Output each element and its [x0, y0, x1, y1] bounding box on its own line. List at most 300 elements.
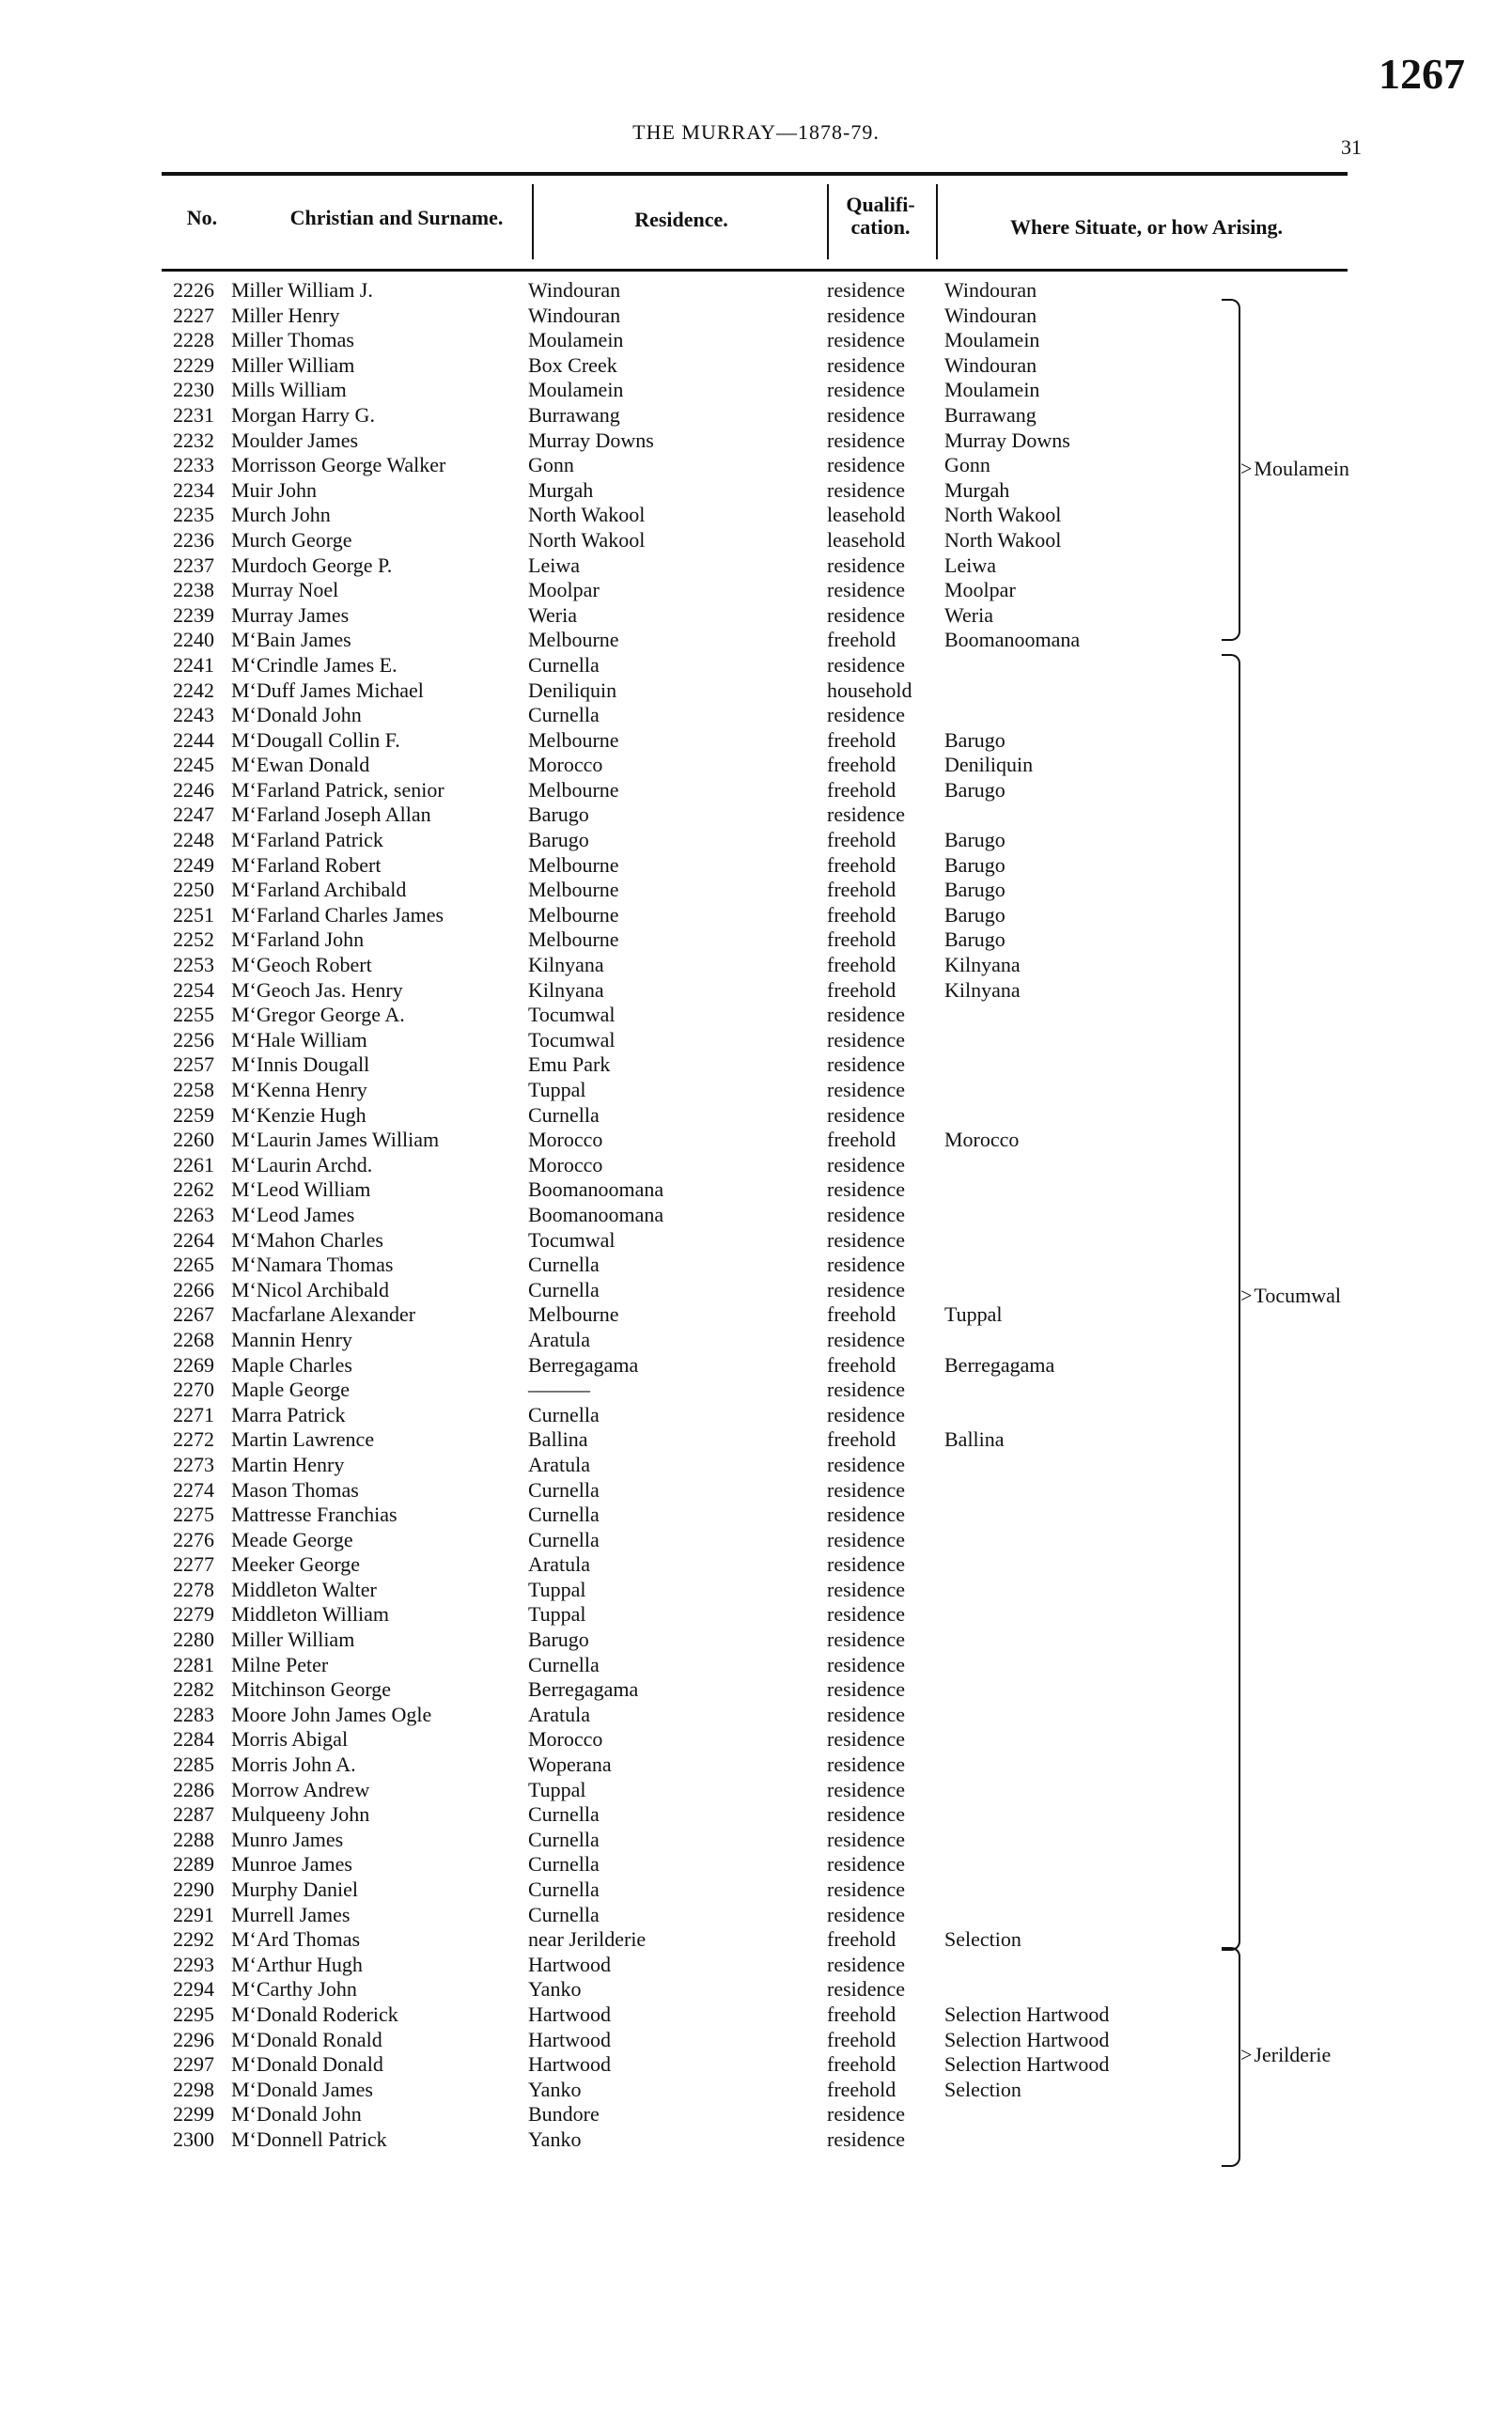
table-row: [0, 1453, 1512, 1478]
table-row: [0, 2078, 1512, 2103]
table-row: [0, 778, 1512, 803]
table-row: [0, 1253, 1512, 1278]
where-situate: Weria: [944, 602, 993, 627]
header-top-rule: [162, 172, 1348, 176]
column-divider: [532, 184, 534, 259]
qualification: residence: [827, 1503, 906, 1527]
table-row: [0, 1427, 1512, 1453]
residence: Aratula: [528, 1327, 590, 1351]
qualification: freehold: [827, 2052, 896, 2077]
row-number: 2261: [173, 1152, 214, 1176]
table-row: [0, 1602, 1512, 1628]
row-number: 2284: [173, 1727, 214, 1752]
group-bracket: [1222, 1947, 1240, 2167]
elector-name: MʻGeoch Robert: [231, 953, 372, 977]
qualification: residence: [827, 1277, 906, 1301]
residence: Moulamein: [528, 378, 624, 402]
residence: Melbourne: [528, 727, 619, 752]
row-number: 2250: [173, 878, 214, 902]
page-number: 1267: [1379, 50, 1465, 98]
residence: Curnella: [528, 1253, 600, 1277]
qualification: freehold: [827, 753, 896, 777]
qualification: freehold: [827, 628, 896, 652]
qualification: freehold: [827, 828, 896, 852]
table-row: [0, 553, 1512, 579]
elector-name: Middleton Walter: [231, 1577, 377, 1601]
row-number: 2270: [173, 1378, 214, 1402]
elector-name: MʻNamara Thomas: [231, 1253, 394, 1277]
elector-name: MʻLeod James: [231, 1202, 355, 1226]
residence: Curnella: [528, 1652, 600, 1676]
table-row: [0, 603, 1512, 629]
table-row: [0, 478, 1512, 504]
qualification: residence: [827, 2102, 906, 2127]
qualification: residence: [827, 328, 906, 352]
where-situate: Murgah: [944, 477, 1010, 502]
table-row: [0, 1153, 1512, 1178]
residence: Berregagama: [528, 1352, 639, 1377]
qualification: freehold: [827, 727, 896, 752]
table-row: [0, 1877, 1512, 1903]
qualification: residence: [827, 1777, 906, 1801]
elector-name: Morgan Harry G.: [231, 402, 375, 427]
qualification: residence: [827, 428, 906, 452]
elector-name: MʻInnis Dougall: [231, 1052, 370, 1077]
table-row: [0, 1128, 1512, 1153]
table-row: [0, 1028, 1512, 1053]
elector-name: MʻDonnell Patrick: [231, 2127, 387, 2151]
row-number: 2259: [173, 1102, 214, 1127]
residence: Burrawang: [528, 402, 620, 427]
qualification: freehold: [827, 927, 896, 952]
table-row: [0, 1903, 1512, 1928]
where-situate: Ballina: [944, 1427, 1005, 1452]
residence: ———: [528, 1378, 590, 1402]
where-situate: Selection Hartwood: [944, 2052, 1110, 2077]
residence: Moolpar: [528, 578, 600, 602]
elector-name: MʻDonald John: [231, 703, 362, 727]
where-situate: Gonn: [944, 453, 990, 477]
table-row: [0, 828, 1512, 853]
residence: Curnella: [528, 1802, 600, 1827]
residence: Aratula: [528, 1452, 590, 1476]
where-situate: Burrawang: [944, 402, 1037, 427]
table-row: [0, 1528, 1512, 1553]
table-row: [0, 1977, 1512, 2002]
residence: Curnella: [528, 1527, 600, 1551]
table-row: [0, 903, 1512, 928]
column-header-no: No.: [186, 206, 218, 229]
elector-name: Morrisson George Walker: [231, 453, 446, 477]
row-number: 2231: [173, 402, 214, 427]
row-number: 2232: [173, 428, 214, 452]
elector-name: Mitchinson George: [231, 1677, 392, 1702]
residence: Tocumwal: [528, 1227, 616, 1252]
qualification: residence: [827, 1977, 906, 2002]
elector-name: MʻFarland Patrick: [231, 828, 383, 852]
elector-name: MʻNicol Archibald: [231, 1277, 390, 1301]
residence: Melbourne: [528, 902, 619, 927]
row-number: 2230: [173, 378, 214, 402]
qualification: residence: [827, 477, 906, 502]
row-number: 2262: [173, 1177, 214, 1202]
residence: Curnella: [528, 1827, 600, 1851]
residence: Morocco: [528, 1152, 603, 1176]
elector-name: Macfarlane Alexander: [231, 1302, 416, 1327]
table-row: [0, 953, 1512, 978]
page-title: THE MURRAY—1878-79.: [632, 120, 880, 144]
row-number: 2243: [173, 703, 214, 727]
elector-name: MʻDougall Collin F.: [231, 727, 400, 752]
where-situate: Selection Hartwood: [944, 2027, 1110, 2051]
row-number: 2299: [173, 2102, 214, 2127]
qualification: residence: [827, 2127, 906, 2151]
residence: Windouran: [528, 278, 621, 302]
residence: Melbourne: [528, 1302, 619, 1327]
qualification: residence: [827, 1378, 906, 1402]
row-number: 2252: [173, 927, 214, 952]
row-number: 2266: [173, 1277, 214, 1301]
qualification: residence: [827, 1227, 906, 1252]
column-header-qualification: Qualifi-cation.: [846, 193, 915, 239]
elector-name: Munro James: [231, 1827, 344, 1851]
elector-list: [0, 278, 1512, 2153]
row-number: 2253: [173, 953, 214, 977]
residence: Curnella: [528, 1902, 600, 1926]
elector-name: MʻDuff James Michael: [231, 678, 424, 702]
where-situate: Windouran: [944, 352, 1037, 377]
residence: Hartwood: [528, 2027, 611, 2051]
residence: Yanko: [528, 1977, 582, 2002]
qualification: residence: [827, 1877, 906, 1901]
row-number: 2239: [173, 602, 214, 627]
table-row: [0, 1353, 1512, 1379]
residence: Barugo: [528, 1628, 589, 1652]
row-number: 2269: [173, 1352, 214, 1377]
elector-name: Marra Patrick: [231, 1402, 346, 1426]
residence: Curnella: [528, 1877, 600, 1901]
row-number: 2285: [173, 1753, 214, 1777]
qualification: freehold: [827, 878, 896, 902]
table-row: [0, 1953, 1512, 1978]
table-row: [0, 278, 1512, 304]
residence: Aratula: [528, 1552, 590, 1577]
residence: Deniliquin: [528, 678, 617, 702]
elector-name: Miller Thomas: [231, 328, 354, 352]
where-situate: Windouran: [944, 278, 1037, 302]
elector-name: MʻArthur Hugh: [231, 1952, 363, 1976]
qualification: residence: [827, 1652, 906, 1676]
row-number: 2297: [173, 2052, 214, 2077]
row-number: 2275: [173, 1503, 214, 1527]
residence: Woperana: [528, 1753, 612, 1777]
table-row: [0, 328, 1512, 353]
qualification: residence: [827, 378, 906, 402]
elector-name: MʻFarland Patrick, senior: [231, 777, 444, 802]
row-number: 2291: [173, 1902, 214, 1926]
qualification: residence: [827, 1852, 906, 1877]
elector-name: MʻLaurin Archd.: [231, 1152, 373, 1176]
row-number: 2264: [173, 1227, 214, 1252]
row-number: 2278: [173, 1577, 214, 1601]
elector-name: MʻFarland Joseph Allan: [231, 802, 431, 827]
qualification: residence: [827, 1753, 906, 1777]
qualification: residence: [827, 1727, 906, 1752]
row-number: 2292: [173, 1927, 214, 1952]
row-number: 2260: [173, 1128, 214, 1152]
residence: Hartwood: [528, 2052, 611, 2077]
elector-name: Mason Thomas: [231, 1477, 359, 1502]
row-number: 2274: [173, 1477, 214, 1502]
qualification: freehold: [827, 902, 896, 927]
qualification: residence: [827, 578, 906, 602]
elector-name: MʻGeoch Jas. Henry: [231, 977, 403, 1002]
elector-name: Morrow Andrew: [231, 1777, 370, 1801]
table-row: [0, 2102, 1512, 2127]
elector-name: MʻDonald Roderick: [231, 2002, 398, 2026]
residence: Melbourne: [528, 852, 619, 877]
group-label: > Moulamein: [1240, 457, 1349, 481]
table-row: [0, 1103, 1512, 1129]
qualification: residence: [827, 1527, 906, 1551]
row-number: 2294: [173, 1977, 214, 2002]
residence: Curnella: [528, 652, 600, 677]
table-row: [0, 1727, 1512, 1753]
residence: Curnella: [528, 1277, 600, 1301]
elector-name: Moore John James Ogle: [231, 1702, 432, 1726]
elector-name: Morris Abigal: [231, 1727, 349, 1752]
qualification: residence: [827, 453, 906, 477]
where-situate: Deniliquin: [944, 753, 1034, 777]
qualification: freehold: [827, 777, 896, 802]
table-row: [0, 528, 1512, 553]
elector-name: Murray James: [231, 602, 350, 627]
elector-name: Middleton William: [231, 1602, 389, 1627]
where-situate: Barugo: [944, 828, 1005, 852]
residence: Curnella: [528, 1477, 600, 1502]
residence: Curnella: [528, 1852, 600, 1877]
table-row: [0, 403, 1512, 428]
row-number: 2241: [173, 652, 214, 677]
elector-name: MʻDonald John: [231, 2102, 362, 2127]
where-situate: Tuppal: [944, 1302, 1003, 1327]
where-situate: Selection: [944, 2077, 1021, 2101]
row-number: 2256: [173, 1027, 214, 1052]
where-situate: Kilnyana: [944, 977, 1021, 1002]
elector-name: Muir John: [231, 477, 318, 502]
table-row: [0, 1828, 1512, 1853]
residence: Barugo: [528, 828, 589, 852]
qualification: freehold: [827, 977, 896, 1002]
qualification: residence: [827, 1477, 906, 1502]
row-number: 2238: [173, 578, 214, 602]
table-row: [0, 1328, 1512, 1353]
residence: Ballina: [528, 1427, 588, 1452]
elector-name: MʻCarthy John: [231, 1977, 357, 2002]
residence: Windouran: [528, 303, 621, 327]
residence: Murgah: [528, 477, 594, 502]
qualification: residence: [827, 352, 906, 377]
row-number: 2236: [173, 527, 214, 552]
table-row: [0, 703, 1512, 728]
table-row: [0, 1203, 1512, 1228]
row-number: 2237: [173, 553, 214, 577]
where-situate: North Wakool: [944, 527, 1062, 552]
elector-name: Martin Lawrence: [231, 1427, 375, 1452]
residence: Kilnyana: [528, 977, 604, 1002]
column-header-residence: Residence.: [634, 208, 728, 231]
row-number: 2227: [173, 303, 214, 327]
elector-name: MʻEwan Donald: [231, 753, 370, 777]
column-header-where: Where Situate, or how Arising.: [1009, 215, 1284, 239]
residence: Murray Downs: [528, 428, 654, 452]
residence: Aratula: [528, 1702, 590, 1726]
elector-name: MʻMahon Charles: [231, 1227, 383, 1252]
qualification: freehold: [827, 1128, 896, 1152]
row-number: 2277: [173, 1552, 214, 1577]
where-situate: Moolpar: [944, 578, 1016, 602]
qualification: freehold: [827, 1302, 896, 1327]
where-situate: Barugo: [944, 727, 1005, 752]
qualification: residence: [827, 1027, 906, 1052]
qualification: residence: [827, 1253, 906, 1277]
row-number: 2248: [173, 828, 214, 852]
table-row: [0, 304, 1512, 329]
table-row: [0, 1177, 1512, 1203]
qualification: residence: [827, 278, 906, 302]
row-number: 2240: [173, 628, 214, 652]
elector-name: MʻArd Thomas: [231, 1927, 361, 1952]
residence: Hartwood: [528, 2002, 611, 2026]
where-situate: Selection: [944, 1927, 1021, 1952]
residence: Curnella: [528, 1402, 600, 1426]
elector-name: MʻFarland Robert: [231, 852, 382, 877]
qualification: residence: [827, 1802, 906, 1827]
table-row: [0, 1478, 1512, 1504]
qualification: residence: [827, 703, 906, 727]
row-number: 2293: [173, 1952, 214, 1976]
qualification: residence: [827, 1628, 906, 1652]
qualification: freehold: [827, 1927, 896, 1952]
elector-name: MʻCrindle James E.: [231, 652, 397, 677]
row-number: 2295: [173, 2002, 214, 2026]
table-row: [0, 1753, 1512, 1778]
where-situate: Selection Hartwood: [944, 2002, 1110, 2026]
qualification: residence: [827, 1102, 906, 1127]
where-situate: Moulamein: [944, 378, 1040, 402]
elector-name: MʻDonald Donald: [231, 2052, 383, 2077]
column-divider: [936, 184, 938, 259]
elector-name: Murdoch George P.: [231, 553, 393, 577]
row-number: 2226: [173, 278, 214, 302]
where-situate: Barugo: [944, 852, 1005, 877]
table-row: [0, 653, 1512, 678]
row-number: 2289: [173, 1852, 214, 1877]
residence: Tuppal: [528, 1577, 586, 1601]
column-header-name: Christian and Surname.: [289, 206, 504, 229]
row-number: 2255: [173, 1003, 214, 1027]
qualification: residence: [827, 1152, 906, 1176]
row-number: 2281: [173, 1652, 214, 1676]
residence: Weria: [528, 602, 577, 627]
qualification: residence: [827, 553, 906, 577]
qualification: freehold: [827, 953, 896, 977]
qualification: residence: [827, 303, 906, 327]
elector-name: MʻLaurin James William: [231, 1128, 440, 1152]
table-row: [0, 1778, 1512, 1803]
residence: North Wakool: [528, 527, 646, 552]
residence: Tuppal: [528, 1078, 586, 1101]
qualification: residence: [827, 402, 906, 427]
residence: near Jerilderie: [528, 1927, 647, 1952]
where-situate: Barugo: [944, 902, 1005, 927]
qualification: residence: [827, 1602, 906, 1627]
residence: Melbourne: [528, 628, 619, 652]
row-number: 2267: [173, 1302, 214, 1327]
table-row: [0, 428, 1512, 454]
row-number: 2276: [173, 1527, 214, 1551]
where-situate: Barugo: [944, 927, 1005, 952]
row-number: 2287: [173, 1802, 214, 1827]
table-row: [0, 853, 1512, 879]
elector-name: MʻFarland Charles James: [231, 902, 444, 927]
row-number: 2228: [173, 328, 214, 352]
row-number: 2283: [173, 1702, 214, 1726]
row-number: 2234: [173, 477, 214, 502]
elector-name: Murrell James: [231, 1902, 351, 1926]
elector-name: Miller Henry: [231, 303, 340, 327]
residence: Tuppal: [528, 1777, 586, 1801]
row-number: 2258: [173, 1078, 214, 1101]
elector-name: MʻGregor George A.: [231, 1003, 405, 1027]
row-number: 2272: [173, 1427, 214, 1452]
table-row: [0, 802, 1512, 828]
qualification: freehold: [827, 852, 896, 877]
table-row: [0, 1503, 1512, 1528]
row-number: 2263: [173, 1202, 214, 1226]
row-number: 2282: [173, 1677, 214, 1702]
qualification: residence: [827, 1003, 906, 1027]
residence: Moulamein: [528, 328, 624, 352]
elector-name: MʻKenna Henry: [231, 1078, 367, 1101]
table-row: [0, 353, 1512, 379]
elector-name: MʻFarland Archibald: [231, 878, 407, 902]
group-bracket: [1222, 654, 1240, 1951]
residence: Curnella: [528, 703, 600, 727]
residence: Kilnyana: [528, 953, 604, 977]
residence: Melbourne: [528, 777, 619, 802]
elector-name: Mulqueeny John: [231, 1802, 370, 1827]
table-row: [0, 927, 1512, 953]
row-number: 2279: [173, 1602, 214, 1627]
row-number: 2265: [173, 1253, 214, 1277]
elector-name: Meade George: [231, 1527, 353, 1551]
table-row: [0, 1802, 1512, 1828]
elector-name: Murch John: [231, 503, 331, 527]
qualification: residence: [827, 1952, 906, 1976]
row-number: 2235: [173, 503, 214, 527]
qualification: residence: [827, 1902, 906, 1926]
row-number: 2286: [173, 1777, 214, 1801]
qualification: residence: [827, 1402, 906, 1426]
table-row: [0, 728, 1512, 754]
elector-name: Murphy Daniel: [231, 1877, 359, 1901]
qualification: freehold: [827, 2027, 896, 2051]
row-number: 2245: [173, 753, 214, 777]
table-row: [0, 1003, 1512, 1028]
where-situate: Murray Downs: [944, 428, 1070, 452]
row-number: 2249: [173, 852, 214, 877]
